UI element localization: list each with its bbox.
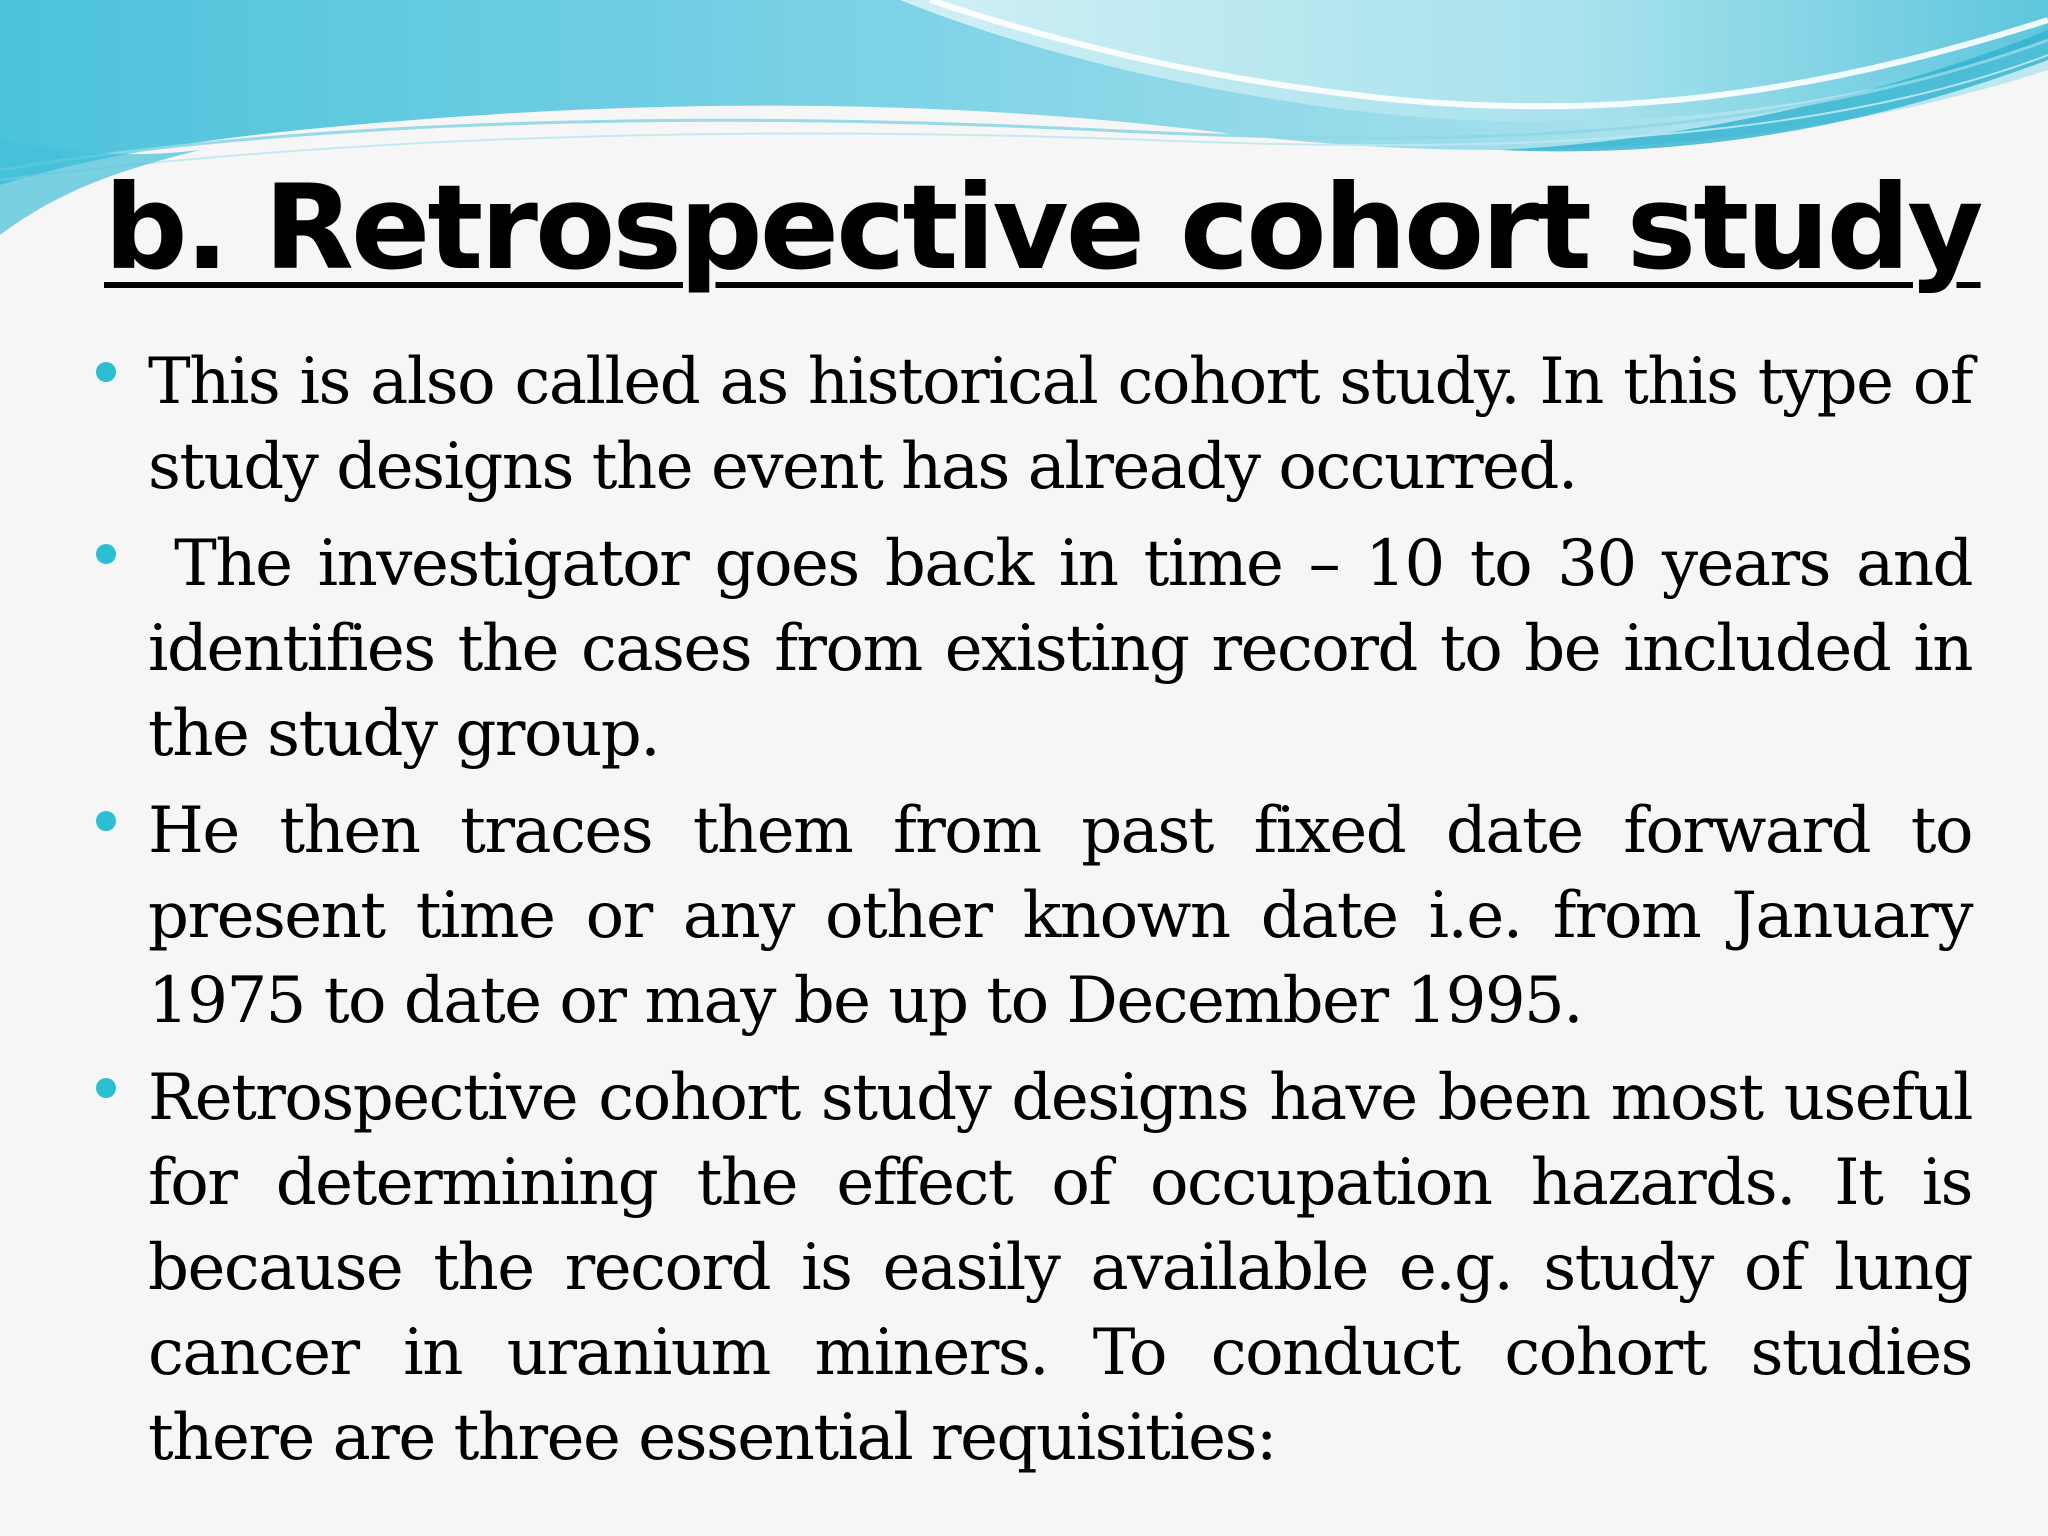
bullet-dot-icon bbox=[96, 811, 116, 831]
bullet-text: The investigator goes back in time – 10 to 30 years and identifies the cases from existing record to be included in the study group. bbox=[148, 527, 1991, 771]
bullet-text: This is also called as historical cohort study. In this type of study designs the event has already occurred. bbox=[148, 345, 1991, 504]
bullet-dot-icon bbox=[96, 362, 116, 382]
bullet-dot-icon bbox=[96, 544, 116, 564]
bullet-item bbox=[92, 789, 1991, 1044]
bullet-item bbox=[92, 340, 1991, 510]
bullet-item bbox=[92, 1056, 1991, 1481]
bullet-dot-icon bbox=[96, 1078, 116, 1098]
bullet-item bbox=[92, 522, 1991, 777]
bullet-text: Retrospective cohort study designs have been most useful for determining the effect of occupation hazards. It is because the record is easily available e.g. study of lung cancer in uranium miners. To conduct cohort studies there are three essential requisities: bbox=[148, 1061, 1991, 1475]
bullet-text: He then traces them from past fixed date forward to present time or any other known date i.e. from January 1975 to date or may be up to December 1995. bbox=[148, 794, 1991, 1038]
bullet-list bbox=[92, 340, 1991, 1493]
slide-title: b. Retrospective cohort study bbox=[104, 159, 1981, 296]
